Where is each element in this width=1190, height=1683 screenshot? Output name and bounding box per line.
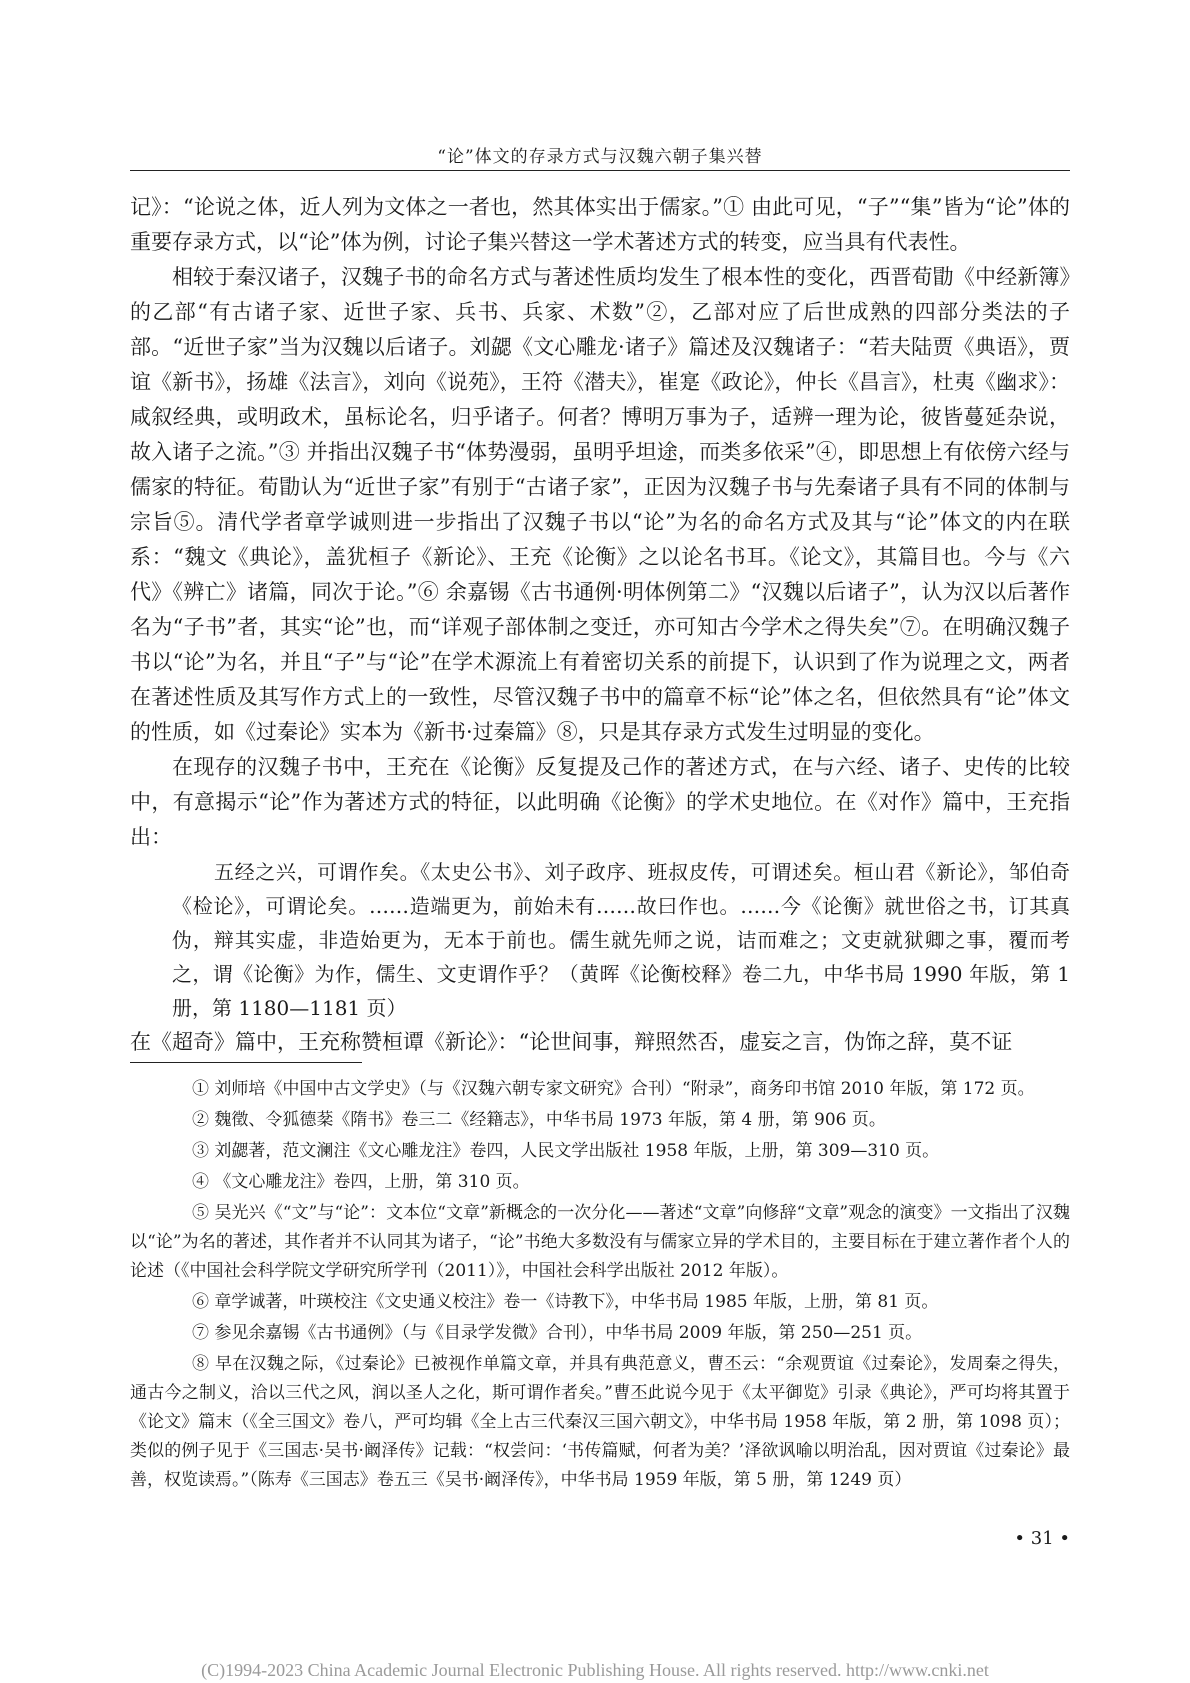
paragraph-1: 记》：“论说之体，近人列为文体之一者也，然其体实出于儒家。”① 由此可见，“子”“集”皆为“论”体的重要存录方式，以“论”体为例，讨论子集兴替这一学术著述方式的转变，应当具有代表性。	[130, 195, 1070, 254]
paragraph-3: 在现存的汉魏子书中，王充在《论衡》反复提及己作的著述方式，在与六经、诸子、史传的比较中，有意揭示“论”作为著述方式的特征，以此明确《论衡》的学术史地位。在《对作》篇中，王充指出：	[130, 755, 1070, 849]
footnote-rule	[130, 1062, 362, 1063]
footnote-5: ⑤ 吴光兴《“文”与“论”：文本位“文章”新概念的一次分化——著述“文章”向修辞“文章”观念的演变》一文指出了汉魏以“论”为名的著述，其作者并不认同其为诸子，“论”书绝大多数没有与儒家立异的学术目的，主要目标在于建立著作者个人的论述（《中国社会科学院文学研究所学刊（2011）》，中国社会科学出版社 2012 年版）。	[130, 1203, 1070, 1281]
footnote-6: ⑥ 章学诚著，叶瑛校注《文史通义校注》卷一《诗教下》，中华书局 1985 年版，上册，第 81 页。	[192, 1292, 939, 1312]
header-rule	[130, 170, 1070, 171]
footnote-2: ② 魏徵、令狐德棻《隋书》卷三二《经籍志》，中华书局 1973 年版，第 4 册，第 906 页。	[192, 1110, 886, 1130]
paragraph-2: 相较于秦汉诸子，汉魏子书的命名方式与著述性质均发生了根本性的变化，西晋荀勖《中经新簿》的乙部“有古诸子家、近世子家、兵书、兵家、术数”②，乙部对应了后世成熟的四部分类法的子部。“近世子家”当为汉魏以后诸子。刘勰《文心雕龙·诸子》篇述及汉魏诸子：“若夫陆贾《典语》，贾谊《新书》，扬雄《法言》，刘向《说苑》，王符《潜夫》，崔寔《政论》，仲长《昌言》，杜夷《幽求》：咸叙经典，或明政术，虽标论名，归乎诸子。何者？博明万事为子，适辨一理为论，彼皆蔓延杂说，故入诸子之流。”③ 并指出汉魏子书“体势漫弱，虽明乎坦途，而类多依采”④，即思想上有依傍六经与儒家的特征。荀勖认为“近世子家”有别于“古诸子家”，正因为汉魏子书与先秦诸子具有不同的体制与宗旨⑤。清代学者章学诚则进一步指出了汉魏子书以“论”为名的命名方式及其与“论”体文的内在联系：“魏文《典论》，盖犹桓子《新论》、王充《论衡》之以论名书耳。《论文》，其篇目也。今与《六代》《辨亡》诸篇，同次于论。”⑥ 余嘉锡《古书通例·明体例第二》“汉魏以后诸子”，认为汉以后著作名为“子书”者，其实“论”也，而“详观子部体制之变迁，亦可知古今学术之得失矣”⑦。在明确汉魏子书以“论”为名，并且“子”与“论”在学术源流上有着密切关系的前提下，认识到了作为说理之文，两者在著述性质及其写作方式上的一致性，尽管汉魏子书中的篇章不标“论”体之名，但依然具有“论”体文的性质，如《过秦论》实本为《新书·过秦篇》⑧，只是其存录方式发生过明显的变化。	[130, 265, 1070, 744]
footnote-3: ③ 刘勰著，范文澜注《文心雕龙注》卷四，人民文学出版社 1958 年版，上册，第 309—310 页。	[192, 1141, 940, 1161]
footnote-7: ⑦ 参见余嘉锡《古书通例》（与《目录学发微》合刊），中华书局 2009 年版，第 250—251 页。	[192, 1323, 923, 1343]
footnote-4: ④ 《文心雕龙注》卷四，上册，第 310 页。	[192, 1172, 530, 1192]
footnote-8: ⑧ 早在汉魏之际，《过秦论》已被视作单篇文章，并具有典范意义，曹丕云：“余观贾谊《过秦论》，发周秦之得失，通古今之制义，洽以三代之风，润以圣人之化，斯可谓作者矣。”曹丕此说今见于《太平御览》引录《典论》，严可均将其置于《论文》篇末（《全三国文》卷八，严可均辑《全上古三代秦汉三国六朝文》，中华书局 1958 年版，第 2 册，第 1098 页）；类似的例子见于《三国志·吴书·阚泽传》记载：“权尝问：‘书传篇赋，何者为美？’泽欲讽喻以明治乱，因对贾谊《过秦论》最善，权览读焉。”（陈寿《三国志》卷五三《吴书·阚泽传》，中华书局 1959 年版，第 5 册，第 1249 页）	[130, 1354, 1070, 1490]
closing-paragraph: 在《超奇》篇中，王充称赞桓谭《新论》：“论世间事，辩照然否，虚妄之言，伪饰之辞，莫不证	[130, 1030, 1013, 1054]
copyright-notice: (C)1994-2023 China Academic Journal Electronic Publishing House. All rights reserved. http://www.cnki.net	[201, 1660, 989, 1680]
block-quote: 五经之兴，可谓作矣。《太史公书》、刘子政序、班叔皮传，可谓述矣。桓山君《新论》，邹伯奇《检论》，可谓论矣。……造端更为，前始未有……故曰作也。……今《论衡》就世俗之书，订其真伪，辩其实虚，非造始更为，无本于前也。儒生就先师之说，诘而难之；文吏就狱卿之事，覆而考之，谓《论衡》为作，儒生、文吏谓作乎？（黄晖《论衡校释》卷二九，中华书局 1990 年版，第 1 册，第 1180—1181 页）	[172, 860, 1070, 1020]
body-text	[130, 190, 1070, 1060]
page-number: • 31 •	[1014, 1528, 1070, 1549]
footnote-1: ① 刘师培《中国中古文学史》（与《汉魏六朝专家文研究》合刊）“附录”，商务印书馆 2010 年版，第 172 页。	[192, 1079, 1035, 1099]
footnotes	[130, 1075, 1070, 1497]
running-header: “论”体文的存录方式与汉魏六朝子集兴替	[437, 147, 763, 167]
